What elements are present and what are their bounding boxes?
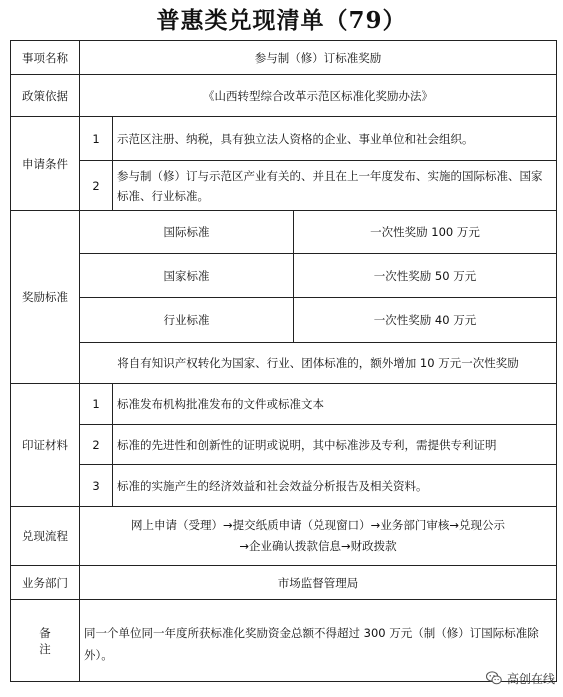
reward-level: 行业标准 [80,298,294,343]
row-item-name [11,41,557,75]
condition-number: 1 [80,117,113,161]
material-number: 3 [80,465,113,507]
row-condition-1 [11,117,557,161]
reward-level: 国际标准 [80,211,294,254]
process-label: 兑现流程 [11,507,80,566]
material-number: 2 [80,425,113,465]
item-name-value: 参与制（修）订标准奖励 [80,41,557,75]
row-material-1 [11,384,557,425]
row-material-3 [11,465,557,507]
row-reward-extra [11,343,557,384]
row-process [11,507,557,566]
department-label: 业务部门 [11,566,80,600]
row-reward-2 [11,254,557,298]
process-value [80,507,557,566]
materials-label: 印证材料 [11,384,80,507]
reward-amount: 一次性奖励 100 万元 [294,211,557,254]
watermark-text: 高创在线 [506,671,555,686]
row-material-2 [11,425,557,465]
material-number: 1 [80,384,113,425]
material-text: 标准的实施产生的经济效益和社会效益分析报告及相关资料。 [113,465,557,507]
condition-text: 示范区注册、纳税，具有独立法人资格的企业、事业单位和社会组织。 [113,117,557,161]
page-title: 普惠类兑现清单（79） [156,7,407,34]
reward-amount: 一次性奖励 40 万元 [294,298,557,343]
redemption-table [10,40,557,682]
remark-label: 备注 [11,600,80,682]
watermark [485,667,555,689]
condition-text: 参与制（修）订与示范区产业有关的、并且在上一年度发布、实施的国际标准、国家标准、行业标准。 [113,161,557,211]
row-policy [11,75,557,117]
reward-label: 奖励标准 [11,211,80,384]
item-name-label: 事项名称 [11,41,80,75]
remark-value: 同一个单位同一年度所获标准化奖励资金总额不得超过 300 万元（制（修）订国际标准除外）。 [80,600,557,682]
conditions-label: 申请条件 [11,117,80,211]
row-department [11,566,557,600]
process-line-1: 网上申请（受理）→提交纸质申请（兑现窗口）→业务部门审核→兑现公示 [131,518,505,532]
row-remark [11,600,557,682]
row-condition-2 [11,161,557,211]
condition-number: 2 [80,161,113,211]
reward-level: 国家标准 [80,254,294,298]
department-value: 市场监督管理局 [80,566,557,600]
row-reward-1 [11,211,557,254]
row-reward-3 [11,298,557,343]
process-line-2: →企业确认拨款信息→财政拨款 [239,539,397,553]
material-text: 标准的先进性和创新性的证明或说明，其中标准涉及专利，需提供专利证明 [113,425,557,465]
reward-amount: 一次性奖励 50 万元 [294,254,557,298]
wechat-icon [485,669,503,687]
policy-label: 政策依据 [11,75,80,117]
reward-extra: 将自有知识产权转化为国家、行业、团体标准的，额外增加 10 万元一次性奖励 [80,343,557,384]
policy-value: 《山西转型综合改革示范区标准化奖励办法》 [80,75,557,117]
material-text: 标准发布机构批准发布的文件或标准文本 [113,384,557,425]
